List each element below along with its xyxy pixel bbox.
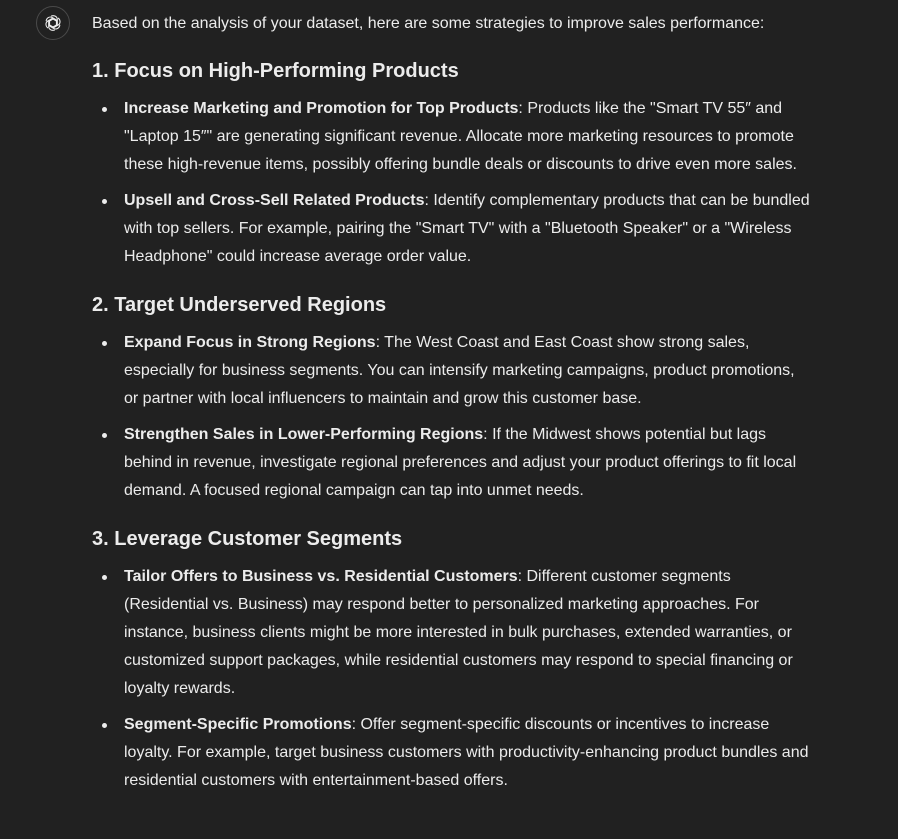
openai-logo-icon <box>43 13 63 33</box>
section-heading: 1. Focus on High-Performing Products <box>92 60 459 82</box>
bullet-dot <box>102 575 107 580</box>
section-heading: 2. Target Underserved Regions <box>92 294 387 316</box>
item-text: : Different customer segments (Residential vs. Business) may respond better to personalized marketing approaches. For instance, business clients might be more interested in bulk purchases, extended warranties, or customized support packages, while residential customers may respond to special financing or loyalty rewards. <box>124 568 793 697</box>
bullet-dot <box>102 433 107 438</box>
item-title: Tailor Offers to Business vs. Residential Customers <box>124 568 518 585</box>
item-title: Expand Focus in Strong Regions <box>124 334 376 351</box>
item-title: Upsell and Cross-Sell Related Products <box>124 192 425 209</box>
list-item <box>92 95 812 179</box>
list-item <box>92 711 812 795</box>
list-item <box>92 329 812 413</box>
bullet-dot <box>102 199 107 204</box>
bullet-list <box>92 329 812 505</box>
assistant-message <box>92 10 812 795</box>
bullet-dot <box>102 107 107 112</box>
bullet-dot <box>102 341 107 346</box>
item-title: Strengthen Sales in Lower-Performing Regions <box>124 426 484 443</box>
list-item <box>92 187 812 271</box>
list-item <box>92 563 812 703</box>
item-title: Increase Marketing and Promotion for Top Products <box>124 100 519 117</box>
bullet-list <box>92 563 812 795</box>
item-text: : If the Midwest shows potential but lags behind in revenue, investigate regional preferences and adjust your product offerings to fit local demand. A focused regional campaign can tap into unmet needs. <box>124 426 797 499</box>
message-intro: Based on the analysis of your dataset, here are some strategies to improve sales performance: <box>92 15 765 32</box>
section-heading: 3. Leverage Customer Segments <box>92 528 403 550</box>
bullet-list <box>92 95 812 271</box>
assistant-avatar <box>36 6 70 40</box>
item-text: : Offer segment-specific discounts or incentives to increase loyalty. For example, target business customers with productivity-enhancing product bundles and residential customers with entertainment-based offers. <box>124 716 809 789</box>
item-text: : The West Coast and East Coast show strong sales, especially for business segments. You can intensify marketing campaigns, product promotions, or partner with local influencers to maintain and grow this customer base. <box>124 334 795 407</box>
item-text: : Products like the "Smart TV 55″ and "Laptop 15″" are generating significant revenue. Allocate more marketing resources to promote these high-revenue items, possibly offering bundle deals or discounts to drive even more sales. <box>124 100 797 173</box>
bullet-dot <box>102 723 107 728</box>
item-title: Segment-Specific Promotions <box>124 716 352 733</box>
item-text: : Identify complementary products that can be bundled with top sellers. For example, pairing the "Smart TV" with a "Bluetooth Speaker" or a "Wireless Headphone" could increase average order value. <box>124 192 810 265</box>
list-item <box>92 421 812 505</box>
